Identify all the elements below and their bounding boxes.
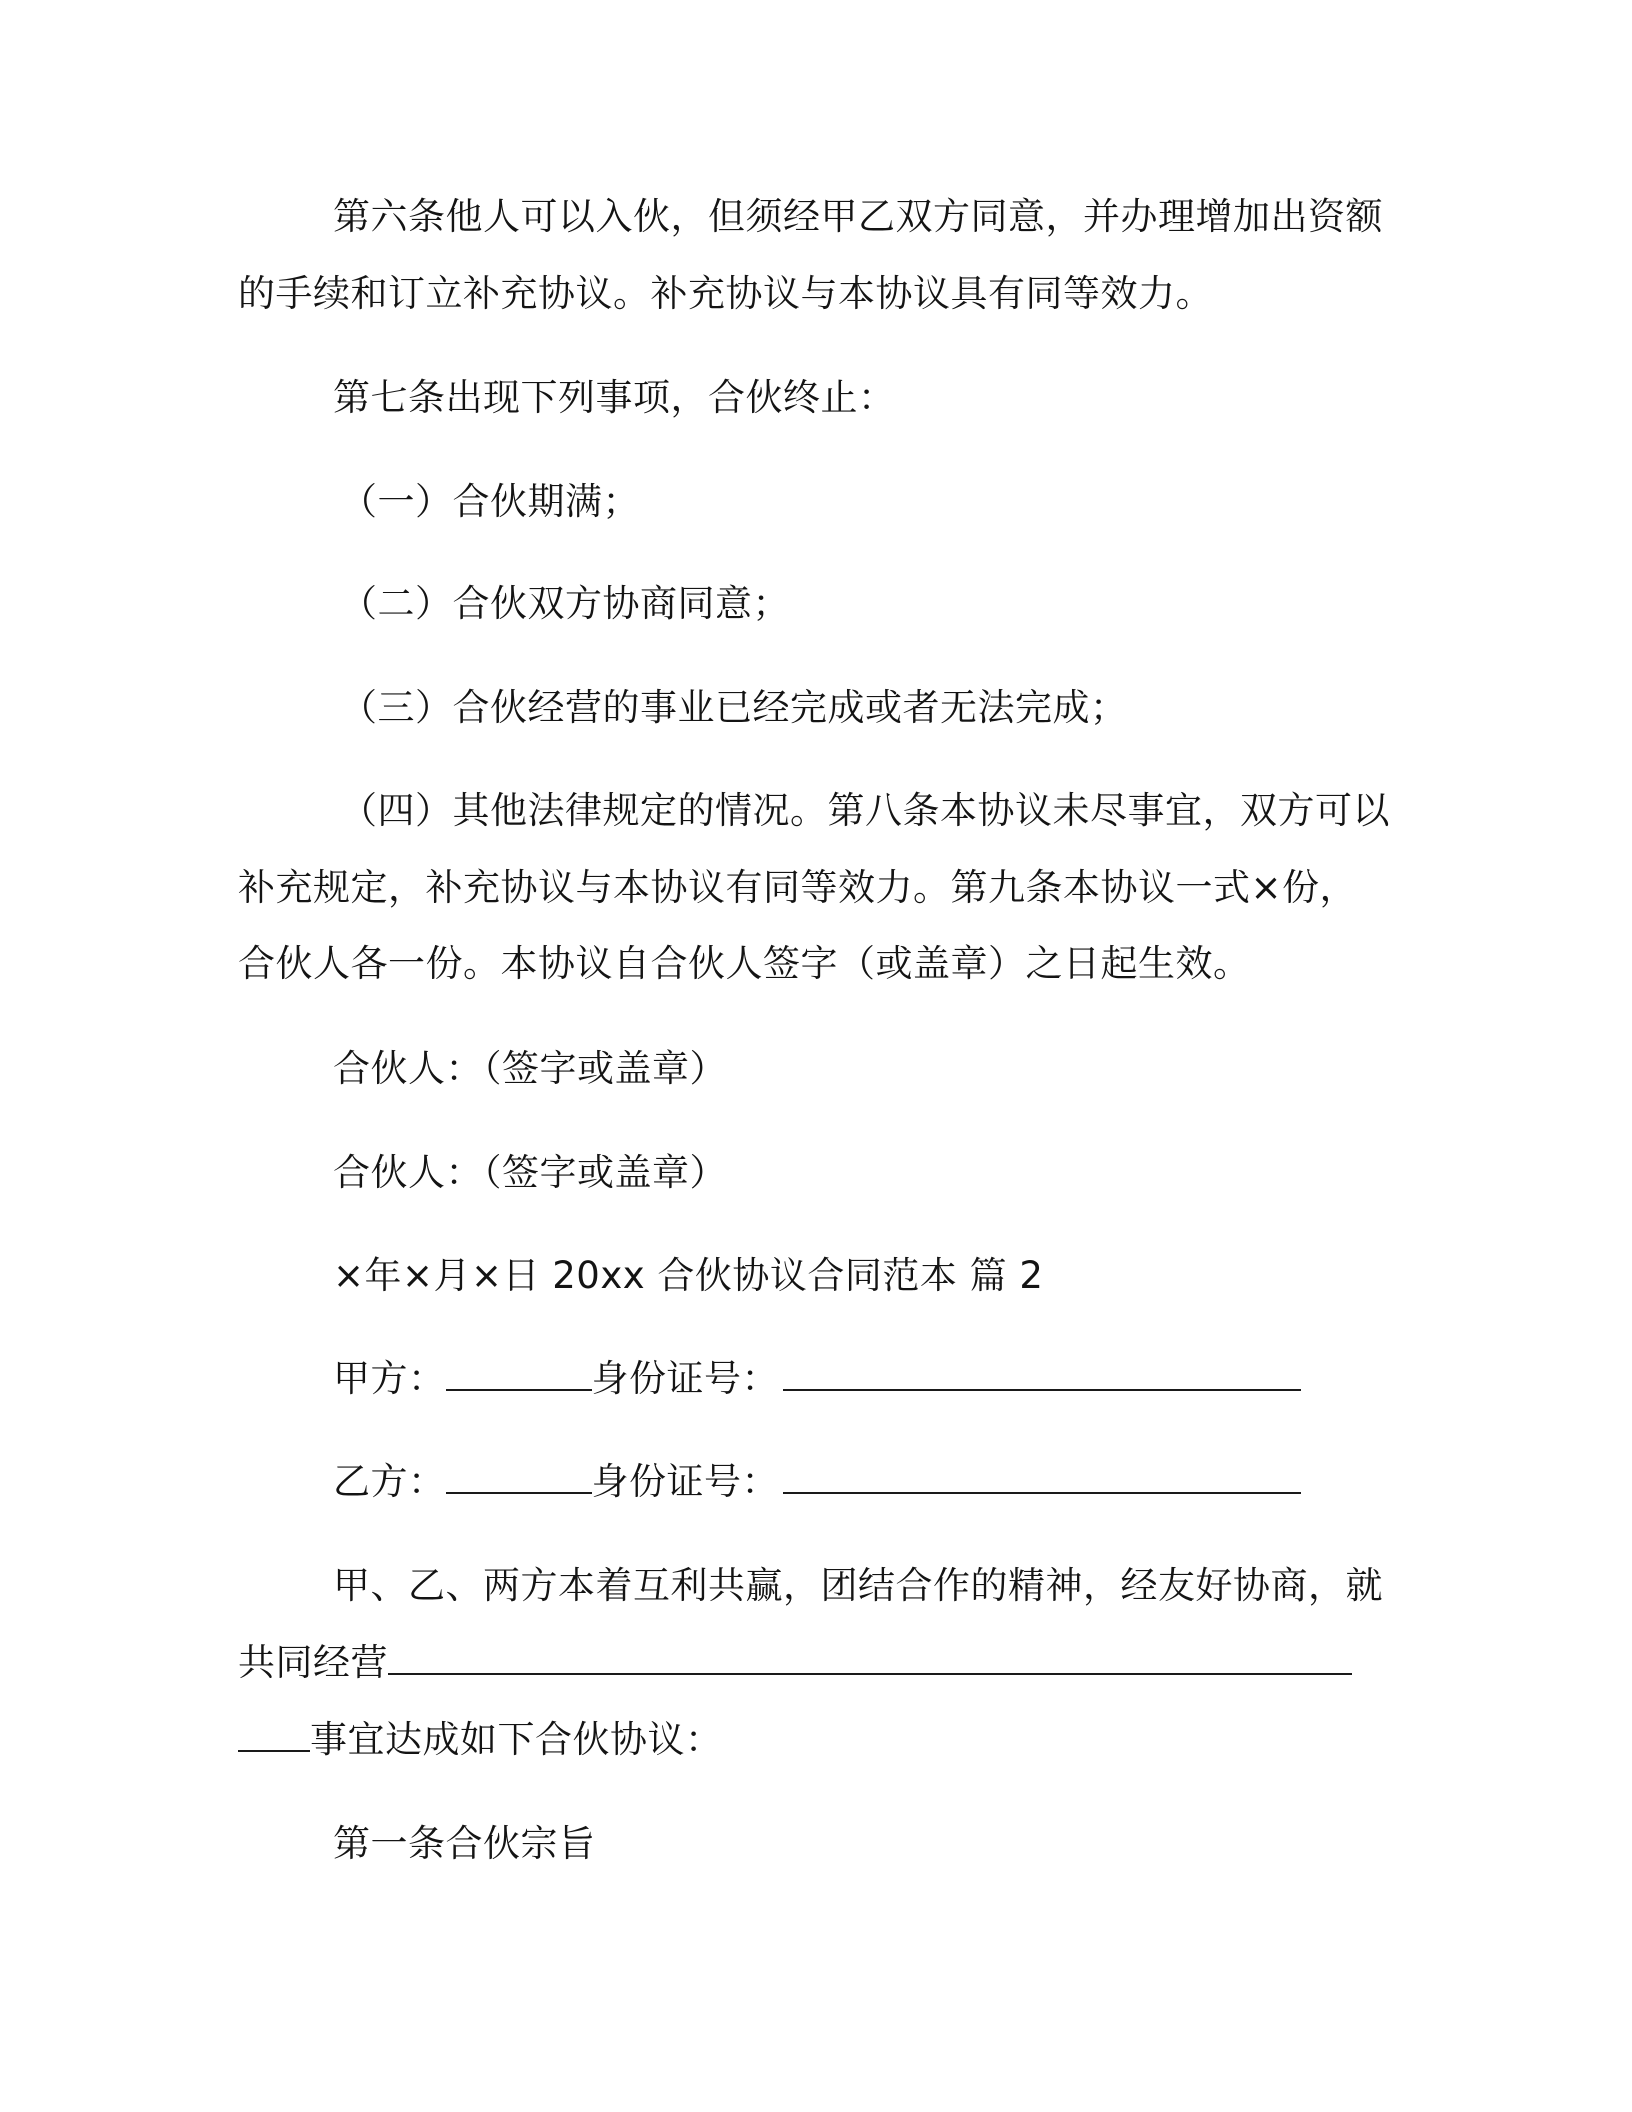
- business-scope-blank-continued: [238, 1716, 310, 1752]
- article-6-line-1: 第六条他人可以入伙，但须经甲乙双方同意，并办理增加出资额: [333, 195, 1383, 238]
- intro-joint-operation-label: 共同经营: [238, 1641, 388, 1684]
- termination-item-3: （三）合伙经营的事业已经完成或者无法完成；: [340, 686, 1128, 729]
- article-6-line-2: 的手续和订立补充协议。补充协议与本协议具有同等效力。: [238, 272, 1213, 315]
- party-b-id-label: 身份证号：: [591, 1460, 779, 1503]
- party-a-row: [333, 1353, 1301, 1405]
- party-b-row: [333, 1456, 1301, 1508]
- intro-agreement-text: 事宜达成如下合伙协议：: [310, 1718, 723, 1761]
- partner-signature-1: 合伙人：（签字或盖章）: [333, 1047, 727, 1090]
- business-scope-blank: [388, 1639, 1352, 1675]
- intro-line-2: [238, 1637, 1352, 1689]
- party-b-label: 乙方：: [333, 1460, 446, 1503]
- party-a-label: 甲方：: [333, 1357, 446, 1400]
- intro-line-1: 甲、乙、两方本着互利共赢，团结合作的精神，经友好协商，就: [333, 1564, 1383, 1607]
- termination-item-4-line-1: （四）其他法律规定的情况。第八条本协议未尽事宜，双方可以: [340, 789, 1390, 832]
- article-1-title: 第一条合伙宗旨: [333, 1822, 596, 1865]
- termination-item-4-line-3: 合伙人各一份。本协议自合伙人签字（或盖章）之日起生效。: [238, 942, 1251, 985]
- termination-item-2: （二）合伙双方协商同意；: [340, 582, 790, 625]
- partner-signature-2: 合伙人：（签字或盖章）: [333, 1151, 727, 1194]
- termination-item-1: （一）合伙期满；: [340, 480, 640, 523]
- article-7-title: 第七条出现下列事项，合伙终止：: [333, 376, 896, 419]
- termination-item-4-line-2: 补充规定，补充协议与本协议有同等效力。第九条本协议一式×份，: [238, 866, 1358, 909]
- party-a-name-blank: [446, 1355, 592, 1391]
- party-a-id-label: 身份证号：: [591, 1357, 779, 1400]
- date-and-section-heading: ×年×月×日 20xx 合伙协议合同范本 篇 2: [333, 1254, 1044, 1297]
- party-b-name-blank: [446, 1458, 592, 1494]
- intro-line-3: [238, 1714, 723, 1766]
- party-b-id-blank: [783, 1458, 1301, 1494]
- party-a-id-blank: [783, 1355, 1301, 1391]
